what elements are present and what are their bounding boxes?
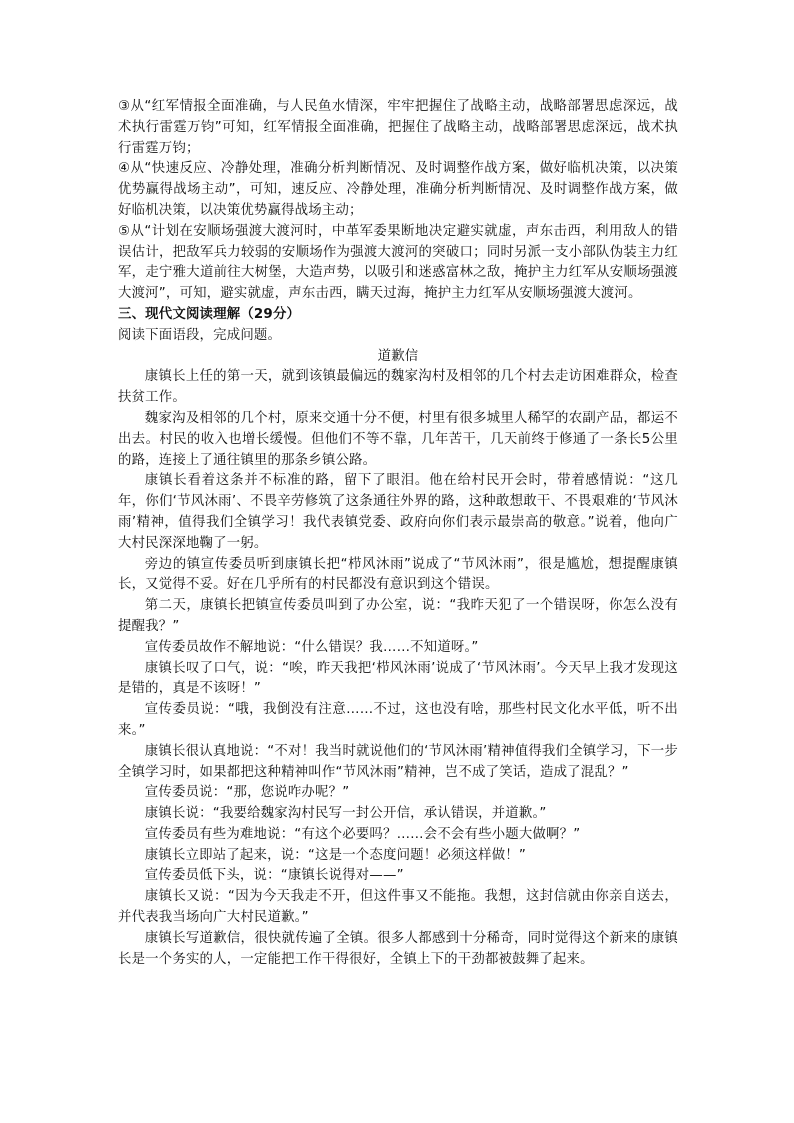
article-paragraph: 康镇长看着这条并不标准的路，留下了眼泪。他在给村民开会时，带着感情说：“这几年，你们‘节风沐雨’、不畏辛劳修筑了这条通往外界的路，这种敢想敢干、不畏艰难的‘节风沐雨’精神，值得我们全镇学习！我代表镇党委、政府向你们表示最崇高的敬意。”说着，他向广大村民深深地鞠了一躬。 bbox=[118, 473, 678, 551]
reading-instruction: 阅读下面语段，完成问题。 bbox=[118, 327, 282, 343]
article-paragraph: 宣传委员低下头，说：“康镇长说得对——” bbox=[144, 868, 404, 884]
answer-item-3: ③从“红军情报全面准确，与人民鱼水情深，牢牢把握住了战略主动，战略部署思虑深远，战术执行雷霆万钧”可知，红军情报全面准确，把握住了战略主动，战略部署思虑深远，战术执行雷霆万钧； bbox=[118, 99, 678, 156]
section-heading: 三、现代文阅读理解（29分） bbox=[118, 306, 301, 322]
article-paragraph: 宣传委员故作不解地说：“什么错误？我……不知道呀。” bbox=[144, 639, 479, 655]
article-paragraph: 康镇长又说：“因为今天我走不开，但这件事又不能拖。我想，这封信就由你亲自送去，并代表我当场向广大村民道歉。” bbox=[118, 889, 678, 926]
article-paragraph: 宣传委员说：“哦，我倒没有注意……不过，这也没有啥，那些村民文化水平低，听不出来。” bbox=[118, 702, 678, 738]
article-paragraph: 宣传委员有些为难地说：“有这个必要吗？……会不会有些小题大做啊？” bbox=[144, 826, 581, 842]
article-paragraph: 康镇长叹了口气，说：“唉，昨天我把‘栉风沐雨’说成了‘节风沐雨’。今天早上我才发现这是错的，真是不该呀！” bbox=[118, 660, 678, 697]
article-paragraph: 康镇长上任的第一天，就到该镇最偏远的魏家沟村及相邻的几个村去走访困难群众，检查扶贫工作。 bbox=[118, 369, 678, 406]
article-paragraph: 康镇长很认真地说：“不对！我当时就说他们的‘节风沐雨’精神值得我们全镇学习，下一步全镇学习时，如果都把这种精神叫作“节风沐雨”精神，岂不成了笑话，造成了混乱？” bbox=[118, 743, 678, 780]
article-paragraph: 宣传委员说：“那，您说咋办呢？” bbox=[144, 785, 350, 801]
article-paragraph: 旁边的镇宣传委员听到康镇长把“栉风沐雨”说成了“节风沐雨”，很是尴尬，想提醒康镇长，又觉得不妥。好在几乎所有的村民都没有意识到这个错误。 bbox=[118, 556, 678, 593]
answer-item-5: ⑤从“计划在安顺场强渡大渡河时，中革军委果断地决定避实就虚，声东击西，利用敌人的错误估计，把敌军兵力较弱的安顺场作为强渡大渡河的突破口；同时另派一支小部队伪装主力红军，走宁雅大道前往大树堡，大造声势，以吸引和迷惑富林之敌，掩护主力红军从安顺场强渡大渡河”，可知，避实就虚，声东击西，瞒天过海，掩护主力红军从安顺场强渡大渡河。 bbox=[118, 223, 678, 302]
document-page bbox=[118, 97, 678, 970]
answer-item-4: ④从“快速反应、冷静处理，准确分析判断情况、及时调整作战方案，做好临机决策，以决策优势赢得战场主动”，可知，速反应、冷静处理，准确分析判断情况、及时调整作战方案，做好临机决策，以决策优势赢得战场主动； bbox=[118, 161, 678, 218]
article-paragraph: 康镇长说：“我要给魏家沟村民写一封公开信，承认错误，并道歉。” bbox=[144, 806, 547, 822]
article-title: 道歉信 bbox=[377, 348, 419, 364]
article-paragraph: 魏家沟及相邻的几个村，原来交通十分不便，村里有很多城里人稀罕的农副产品，都运不出去。村民的收入也增长缓慢。但他们不等不靠，几年苦干，几天前终于修通了一条长5公里的路，连接上了通往镇里的那条乡镇公路。 bbox=[118, 410, 678, 468]
article-paragraph: 康镇长写道歉信，很快就传遍了全镇。很多人都感到十分稀奇，同时觉得这个新来的康镇长是一个务实的人，一定能把工作干得很好，全镇上下的干劲都被鼓舞了起来。 bbox=[118, 930, 678, 967]
article-paragraph: 第二天，康镇长把镇宣传委员叫到了办公室，说：“我昨天犯了一个错误呀，你怎么没有提醒我？” bbox=[118, 598, 678, 634]
article-paragraph: 康镇长立即站了起来，说：“这是一个态度问题！必须这样做！” bbox=[144, 847, 527, 863]
